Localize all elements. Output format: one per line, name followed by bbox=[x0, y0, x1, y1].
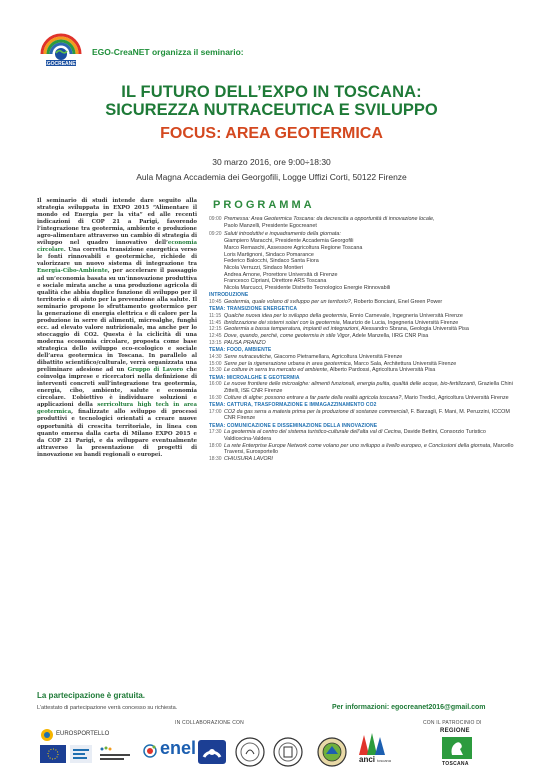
talk-title: Ibridizzazione dei sistemi solari con la geotermia bbox=[224, 319, 340, 326]
program-time: 11:45 bbox=[209, 319, 222, 326]
program-list bbox=[209, 216, 514, 463]
program-text bbox=[224, 367, 514, 374]
talk-speaker: , Alessandro Sbrana, Geologia Università Pisa bbox=[358, 326, 469, 333]
program-time: 09:20 bbox=[209, 231, 222, 238]
program-row bbox=[209, 395, 514, 402]
saluti-name: Federico Balocchi, Sindaco Santa Fiora bbox=[224, 258, 319, 265]
enel-logo-text: enel bbox=[160, 738, 197, 758]
saluti-name: Nicola Marcucci, Presidente Distretto Tecnologico Energie Rinnovabili bbox=[224, 285, 391, 292]
talk-speaker: , Marcello Traversi, Eurosportello bbox=[224, 442, 514, 456]
program-text bbox=[224, 443, 514, 456]
info-line bbox=[332, 704, 486, 711]
program-text bbox=[224, 429, 514, 442]
program-time: 09:00 bbox=[209, 216, 222, 222]
intro-part: Il seminario di studi intende dare seguito alla strategia sviluppata in EXPO 2015 “Alimentare il mondo ed Energia per la vita” ed alle recenti indicazioni di COP 21 a Parigi, favorendo l’integrazione tra geotermia, ambiente e produzione agro-alimentare attraverso un cambio di strategia di sviluppo nel quadro innovativo dell’ bbox=[37, 198, 197, 247]
premessa-speaker: Paolo Manzelli, Presidente Egocreanet bbox=[224, 222, 317, 229]
eurosportello-text: EUROSPORTELLO bbox=[56, 731, 110, 737]
talk-speaker: , Alberto Pardossi, Agricoltura Università Pisa bbox=[327, 367, 436, 374]
title-line-2: SICUREZZA NUTRACEUTICA E SVILUPPO bbox=[105, 101, 438, 119]
talk-speaker: , Maurizio de Lucia, Ingegneria Università Firenze bbox=[339, 319, 459, 326]
info-label: Per informazioni: bbox=[332, 704, 392, 711]
talk-title: Geotermia a bassa temperatura, impianti ed integrazioni bbox=[224, 326, 359, 333]
program-time: 12:15 bbox=[209, 326, 222, 333]
intro-highlight: economia circolare bbox=[37, 240, 197, 254]
program-time: 16:30 bbox=[209, 394, 222, 401]
program-text bbox=[224, 361, 514, 368]
intro-part: che coinvolga imprese e ricercatori nella definizione di interventi concreti sull’integrazione tra geotermia, energia, cibo, ambiente, salute e economia circolare. L’obiettivo è individuare soluzioni e applicazioni della bbox=[37, 367, 197, 409]
enel-sun-icon bbox=[140, 741, 160, 761]
talk-speaker: , F. Barzagli, F. Mani, M. Peruzzini, ICCOM CNR Firenze bbox=[224, 408, 510, 422]
program-row bbox=[209, 354, 514, 361]
talk-speaker: , Giacomo Pietramellara, Agricoltura Università Firenze bbox=[271, 353, 403, 360]
talk-title: Le nuove frontiere delle microalghe: alimenti funzionali, energia pulita, qualità delle acque, bio-fertilizzanti bbox=[224, 381, 475, 388]
program-text bbox=[224, 333, 514, 340]
svg-text:EGOCREANET: EGOCREANET bbox=[43, 61, 79, 67]
info-email[interactable]: egocreanet2016@gmail.com bbox=[391, 704, 486, 711]
program-text bbox=[224, 216, 514, 223]
section-title: TEMA: FOOD, AMBIENTE bbox=[209, 347, 272, 354]
program-row bbox=[209, 320, 514, 327]
program-text bbox=[224, 409, 514, 422]
seal-logo-3 bbox=[316, 736, 348, 768]
section-title: TEMA: MICROALGHE E GEOTERMIA bbox=[209, 374, 300, 381]
intro-highlight: Gruppo di Lavoro bbox=[127, 367, 184, 374]
program-time: 12:45 bbox=[209, 333, 222, 340]
program-row bbox=[209, 216, 514, 223]
talk-title: Dove, quando, perché, come geotermia in stile Vigor bbox=[224, 333, 350, 340]
focus-title: FOCUS: AREA GEOTERMICA bbox=[160, 125, 383, 142]
talk-title: CHIUSURA LAVORI bbox=[224, 456, 273, 463]
program-text bbox=[224, 354, 514, 361]
saluti-name: Francesco Cipriani, Direttore ARS Toscana bbox=[224, 278, 327, 285]
intro-highlight: serricoltura high tech in area geotermica bbox=[37, 402, 197, 416]
event-date: 30 marzo 2016, ore 9:00÷18:30 bbox=[212, 157, 331, 167]
intro-part: , per accelerare il passaggio ad un’economia basata su un’innovazione produttiva e sociale mirata anche a una produzione agricola di qualità che abbia duplice funzione di sviluppo per il territorio e di aiuto per la prevenzione alla salute. Il seminario propone lo sfruttamento geotermico per la generazione di energia elettrica e di calore per la produzione in serre di alimenti, microalghe, funghi ecc. ad elevato valore nutrizionale, ma anche per lo stoccaggio di CO2. Questa è la ciclicità di una moderna economia circolare, proposta come base strategica dello sviluppo eco-ecologico e sociale dell’area geotermica in Toscana. In parallelo al dibattito scientifico/culturale, verrà organizzata una preliminare adesione ad un bbox=[37, 268, 197, 374]
program-sections bbox=[209, 292, 514, 463]
attestato-note: L’attestato di partecipazione verrà concesso su richiesta. bbox=[37, 705, 178, 711]
title-line-1: IL FUTURO DELL’EXPO IN TOSCANA: bbox=[121, 83, 422, 101]
program-row bbox=[209, 367, 514, 374]
intro-part: . Una corretta transizione energetica verso le fonti rinnovabili e geotermiche, richiede di valorizzare un nuovo sistema di integrazione tra bbox=[37, 247, 197, 268]
program-text bbox=[224, 381, 514, 394]
toscana-label: TOSCANA bbox=[442, 761, 469, 767]
talk-speaker: , Ennio Carnevale, Ingegneria Università Firenze bbox=[346, 313, 463, 320]
program-time: 18:00 bbox=[209, 442, 222, 449]
talk-title: Saluti introduttivi e inquadramento della giornata: bbox=[224, 231, 341, 238]
event-venue: Aula Magna Accademia dei Georgofili, Logge Uffizi Corti, 50122 Firenze bbox=[136, 172, 407, 182]
program-text bbox=[224, 456, 514, 463]
talk-title: PAUSA PRANZO bbox=[224, 339, 266, 346]
talk-speaker: , Davide Bettini, Consorzio Turistico Valdicecina-Valdera bbox=[224, 429, 486, 443]
saluti-name: Marco Remaschi, Assessore Agricoltura Regione Toscana bbox=[224, 244, 363, 251]
program-text bbox=[224, 395, 514, 402]
saluti-name: Loris Martignoni, Sindaco Pomarance bbox=[224, 251, 314, 258]
talk-title: Colture di alghe: possono entrare a far parte della realtà agricola toscana? bbox=[224, 394, 402, 401]
cnr-logo bbox=[197, 737, 227, 767]
section-title: TEMA: TRANSIZIONE ENERGETICA bbox=[209, 306, 298, 313]
talk-speaker: , Marco Sala, Architettura Università Firenze bbox=[350, 360, 457, 367]
program-row bbox=[209, 313, 514, 320]
talk-title: Premessa: Area Geotermica Toscana: da decrescita a opportunità di innovazione locale, bbox=[224, 216, 435, 222]
program-row bbox=[209, 299, 514, 306]
egocreanet-logo bbox=[38, 30, 84, 72]
program-time: 16:00 bbox=[209, 381, 222, 388]
eu-flag-icon bbox=[40, 745, 66, 763]
program-text bbox=[224, 231, 514, 238]
organizer-line: EGO-CreaNET organizza il seminario: bbox=[92, 47, 244, 57]
program-time: 18:30 bbox=[209, 456, 222, 463]
section-title: INTRODUZIONE bbox=[209, 292, 249, 299]
talk-title: La geotermia al centro del sistema turistico-culturale dell’alta val di Cecina bbox=[224, 429, 401, 436]
een-logo bbox=[70, 745, 92, 763]
regione-toscana-logo bbox=[442, 737, 472, 759]
program-time: 15:30 bbox=[209, 367, 222, 374]
program-time: 13:15 bbox=[209, 339, 222, 346]
free-participation: La partecipazione è gratuita. bbox=[37, 691, 146, 700]
patrocinio-label: CON IL PATROCINIO DI bbox=[423, 720, 482, 726]
talk-speaker: , Roberto Bonciani, Enel Green Power bbox=[350, 299, 443, 306]
program-row bbox=[209, 409, 514, 422]
regione-label: REGIONE bbox=[440, 728, 470, 734]
talk-title: CO2 da gas serra a materia prima per la produzione di sostanze commerciali bbox=[224, 408, 408, 415]
saluti-name: Nicola Verruzzi, Sindaco Montieri bbox=[224, 264, 304, 271]
program-text bbox=[224, 320, 514, 327]
talk-title: Geotermia, quale volano di sviluppo per un territorio? bbox=[224, 299, 351, 306]
program-row bbox=[209, 429, 514, 442]
saluti-name: Giampiero Maracchi, Presidente Accademia Georgofili bbox=[224, 238, 354, 245]
program-row bbox=[209, 326, 514, 333]
section-title: TEMA: CATTURA, TRASFORMAZIONE E IMMAGAZZINAMENTO CO2 bbox=[209, 401, 377, 408]
talk-title: Le colture in serra tra mercato ed ambiente bbox=[224, 367, 328, 374]
program-text bbox=[224, 313, 514, 320]
program-time: 17:30 bbox=[209, 429, 222, 436]
seal-logo-2 bbox=[272, 736, 304, 768]
program-time: 10:45 bbox=[209, 299, 222, 306]
program-text bbox=[224, 299, 514, 306]
intro-part: , finalizzate allo sviluppo di processi produttivi e tecnologici orientati a creare nuove opportunità di crescita territoriale, in linea con quanto emersa dalla carta di Milano EXPO 2015 e da COP 21 Parigi, e da sviluppare eventualmente attraverso la presentazione di progetti di innovazione su bandi regionali o europei. bbox=[37, 409, 197, 458]
intro-highlight: Energia-Cibo-Ambiente bbox=[37, 268, 108, 275]
program-time: 17:00 bbox=[209, 408, 222, 415]
eurosportello-logo bbox=[40, 728, 54, 742]
saluti-name: Andrea Arnone, Prorettore Università di Firenze bbox=[224, 271, 338, 278]
talk-speaker: , Graziella Chini Zittelli, ISE CNR Firenze bbox=[224, 381, 513, 394]
program-text bbox=[224, 326, 514, 333]
program-row bbox=[209, 381, 514, 394]
talk-speaker: , Mario Tredici, Agricoltura Università Firenze bbox=[401, 394, 509, 401]
talk-title: Serre nutraceutiche bbox=[224, 353, 272, 360]
enterprise-europe-logo bbox=[96, 743, 136, 765]
intro-text bbox=[37, 198, 197, 459]
program-row bbox=[209, 231, 514, 238]
program-row bbox=[209, 333, 514, 340]
talk-title: Serre per la rigenerazione urbana in area geotermica bbox=[224, 360, 351, 367]
section-title: TEMA: COMUNICAZIONE E DISSEMINAZIONE DELLA INNOVAZIONE bbox=[209, 422, 378, 429]
program-time: 11:15 bbox=[209, 313, 222, 320]
program-text bbox=[224, 340, 514, 347]
collab-label: IN COLLABORAZIONE CON bbox=[175, 720, 244, 726]
seal-logo-1 bbox=[234, 736, 266, 768]
talk-speaker: , Adele Manzella, IIRG CNR Pisa bbox=[349, 333, 429, 340]
talk-title: La rete Enterprise Europe Network come volano per uno sviluppo a livello europeo, e Conclusioni della giornata bbox=[224, 442, 491, 449]
talk-title: Qualche nuova idea per lo sviluppo della geotermia bbox=[224, 313, 347, 320]
program-row bbox=[209, 340, 514, 347]
program-row bbox=[209, 443, 514, 456]
anci-logo bbox=[356, 731, 386, 757]
program-title: PROGRAMMA bbox=[213, 199, 315, 211]
anci-text: anci bbox=[359, 755, 376, 764]
anci-sub: toscana bbox=[377, 758, 392, 763]
program-time: 15:00 bbox=[209, 360, 222, 367]
program-row bbox=[209, 361, 514, 368]
program-row bbox=[209, 456, 514, 463]
saluti-names bbox=[209, 238, 514, 292]
program-time: 14:30 bbox=[209, 353, 222, 360]
